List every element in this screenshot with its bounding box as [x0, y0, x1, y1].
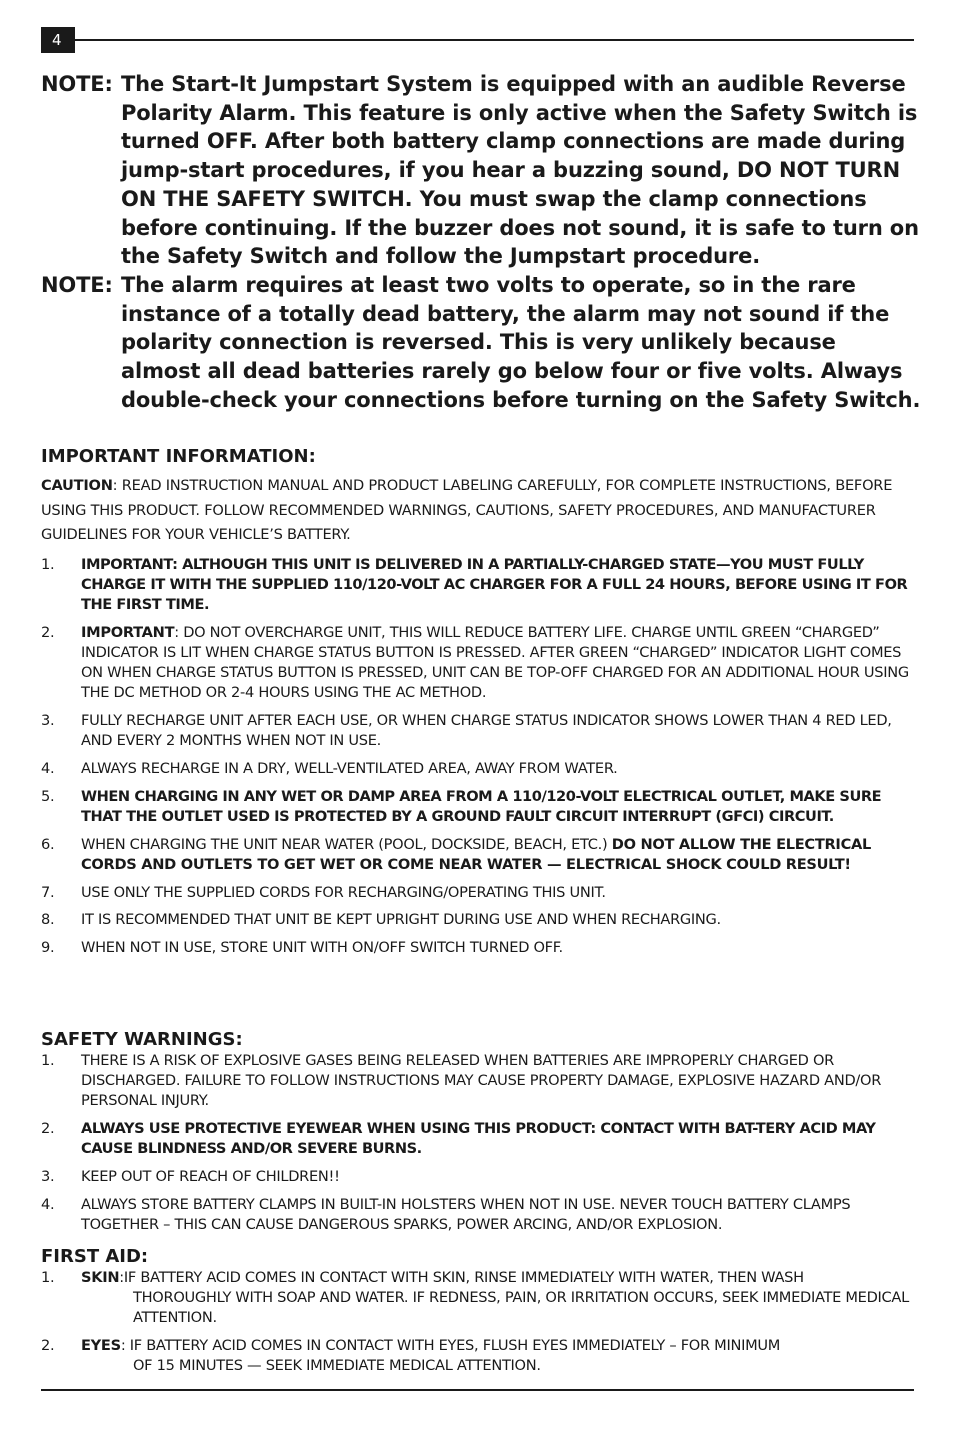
list-item: [41, 910, 915, 930]
item-number: 3.: [41, 712, 55, 729]
item-text: [81, 835, 915, 875]
item-text: THERE IS A RISK OF EXPLOSIVE GASES BEING RELEASED WHEN BATTERIES ARE IMPROPERLY CHARGED OR DISCHARGED. FAILURE TO FOLLOW INSTRUCTIONS MAY CAUSE PROPERTY DAMAGE, EXPLOSIVE HAZARD AND/OR PERSONAL INJURY.: [81, 1052, 882, 1109]
item-text: KEEP OUT OF REACH OF CHILDREN!!: [81, 1168, 340, 1185]
caution-text: : READ INSTRUCTION MANUAL AND PRODUCT LABELING CAREFULLY, FOR COMPLETE INSTRUCTIONS, BEFORE USING THIS PRODUCT. FOLLOW RECOMMENDED WARNINGS, CAUTIONS, SAFETY PROCEDURES, AND MANUFACTURER GUIDELINES FOR YOUR VEHICLE’S BATTERY.: [41, 477, 893, 543]
list-item: [41, 1195, 915, 1235]
item-text: WHEN CHARGING IN ANY WET OR DAMP AREA FROM A 110/120-VOLT ELECTRICAL OUTLET, MAKE SURE THAT THE OUTLET USED IS PROTECTED BY A GROUND FAULT CIRCUIT INTERRUPT (GFCI) CIRCUIT.: [81, 787, 882, 825]
safety-warnings-heading: SAFETY WARNINGS:: [41, 1029, 243, 1050]
caution-label: CAUTION: [41, 477, 113, 494]
item-text: [81, 1268, 915, 1328]
item-text: ALWAYS RECHARGE IN A DRY, WELL-VENTILATED AREA, AWAY FROM WATER.: [81, 760, 618, 777]
item-number: 8.: [41, 911, 55, 929]
item-number: 2.: [41, 1120, 55, 1137]
important-list: [41, 555, 915, 965]
item-bold: EYES: [81, 1337, 121, 1354]
note-reverse-polarity: [41, 70, 921, 271]
important-information-heading: IMPORTANT INFORMATION:: [41, 446, 316, 467]
list-item: [41, 1336, 915, 1376]
list-item: [41, 711, 915, 751]
item-number: 2.: [41, 624, 55, 641]
page-number: 4: [41, 27, 75, 53]
note-label: NOTE:: [41, 72, 113, 96]
item-number: 5.: [41, 787, 55, 805]
item-text: [81, 623, 915, 703]
list-item: [41, 1051, 915, 1111]
item-body: OF 15 MINUTES — SEEK IMMEDIATE MEDICAL ATTENTION.: [133, 1357, 541, 1374]
item-text: ALWAYS STORE BATTERY CLAMPS IN BUILT-IN HOLSTERS WHEN NOT IN USE. NEVER TOUCH BATTERY CLAMPS TOGETHER – THIS CAN CAUSE DANGEROUS SPARKS, POWER ARCING, AND/OR EXPLOSION.: [81, 1195, 851, 1233]
item-text: FULLY RECHARGE UNIT AFTER EACH USE, OR WHEN CHARGE STATUS INDICATOR SHOWS LOWER THAN 4 RED LED, AND EVERY 2 MONTHS WHEN NOT IN USE.: [81, 712, 892, 749]
caution-paragraph: [41, 474, 901, 548]
list-item: [41, 787, 915, 827]
item-body: WHEN CHARGING THE UNIT NEAR WATER (POOL, DOCKSIDE, BEACH, ETC.): [81, 835, 612, 853]
item-number: 2.: [41, 1337, 55, 1354]
top-rule: [75, 39, 914, 41]
item-text: [81, 1336, 915, 1376]
list-item: [41, 883, 915, 903]
list-item: [41, 1167, 915, 1187]
item-number: 7.: [41, 883, 55, 901]
item-body: THOROUGHLY WITH SOAP AND WATER. IF REDNESS, PAIN, OR IRRITATION OCCURS, SEEK IMMEDIATE MEDICAL ATTENTION.: [133, 1289, 909, 1326]
item-number: 1.: [41, 1052, 55, 1069]
item-body: : DO NOT OVERCHARGE UNIT, THIS WILL REDUCE BATTERY LIFE. CHARGE UNTIL GREEN “CHARGED” INDICATOR IS LIT WHEN CHARGE STATUS BUTTON IS PRESSED. AFTER GREEN “CHARGED” INDICATOR LIGHT COMES ON WHEN CHARGE STATUS BUTTON IS PRESSED, UNIT CAN BE TOP-OFF CHARGED FOR AN ADDITIONAL HOUR USING THE DC METHOD OR 2-4 HOURS USING THE AC METHOD.: [81, 624, 909, 701]
item-text: IT IS RECOMMENDED THAT UNIT BE KEPT UPRIGHT DURING USE AND WHEN RECHARGING.: [81, 911, 721, 929]
item-body: :IF BATTERY ACID COMES IN CONTACT WITH SKIN, RINSE IMMEDIATELY WITH WATER, THEN WASH: [119, 1269, 804, 1286]
note-text: The Start-It Jumpstart System is equipped with an audible Reverse Polarity Alarm. This feature is only active when the Safety Switch is turned OFF. After both battery clamp connections are made during jump-start procedures, if you hear a buzzing sound, DO NOT TURN ON THE SAFETY SWITCH. You must swap the clamp connections before continuing. If the buzzer does not sound, it is safe to turn on the Safety Switch and follow the Jumpstart procedure.: [121, 72, 919, 269]
list-item: [41, 623, 915, 703]
note-alarm-voltage: [41, 271, 921, 415]
item-text: WHEN NOT IN USE, STORE UNIT WITH ON/OFF SWITCH TURNED OFF.: [81, 938, 563, 956]
list-item: [41, 555, 915, 615]
list-item: [41, 1268, 915, 1328]
list-item: [41, 835, 915, 875]
note-text: The alarm requires at least two volts to operate, so in the rare instance of a totally dead battery, the alarm may not sound if the polarity connection is reversed. This is very unlikely because almost all dead batteries rarely go below four or five volts. Always double-check your connections before turning on the Safety Switch.: [121, 272, 921, 412]
list-item: [41, 759, 915, 779]
item-number: 4.: [41, 1195, 55, 1213]
item-text: USE ONLY THE SUPPLIED CORDS FOR RECHARGING/OPERATING THIS UNIT.: [81, 883, 606, 901]
item-number: 1.: [41, 1269, 55, 1286]
list-item: [41, 938, 915, 958]
item-number: 3.: [41, 1168, 55, 1185]
list-item: [41, 1119, 915, 1159]
notes-section: [41, 70, 921, 414]
item-number: 4.: [41, 760, 55, 777]
item-number: 1.: [41, 556, 55, 573]
safety-list: [41, 1051, 915, 1243]
item-text: IMPORTANT: ALTHOUGH THIS UNIT IS DELIVERED IN A PARTIALLY-CHARGED STATE—YOU MUST FULLY CHARGE IT WITH THE SUPPLIED 110/120-VOLT AC CHARGER FOR A FULL 24 HOURS, BEFORE USING IT FOR THE FIRST TIME.: [81, 556, 908, 613]
item-number: 6.: [41, 835, 55, 853]
note-label: NOTE:: [41, 272, 113, 297]
item-number: 9.: [41, 938, 55, 956]
first-aid-list: [41, 1268, 915, 1384]
item-body: : IF BATTERY ACID COMES IN CONTACT WITH EYES, FLUSH EYES IMMEDIATELY – FOR MINIMUM: [120, 1337, 781, 1354]
bottom-rule: [41, 1389, 914, 1391]
item-bold: IMPORTANT: [81, 624, 175, 641]
item-bold: DO NOT ALLOW THE ELECTRICAL CORDS AND OUTLETS TO GET WET OR COME NEAR WATER — ELECTRICAL SHOCK COULD RESULT!: [81, 835, 871, 873]
item-text: ALWAYS USE PROTECTIVE EYEWEAR WHEN USING THIS PRODUCT: CONTACT WITH BAT-TERY ACID MAY CAUSE BLINDNESS AND/OR SEVERE BURNS.: [81, 1120, 876, 1157]
item-bold: SKIN: [81, 1269, 120, 1286]
first-aid-heading: FIRST AID:: [41, 1246, 149, 1267]
